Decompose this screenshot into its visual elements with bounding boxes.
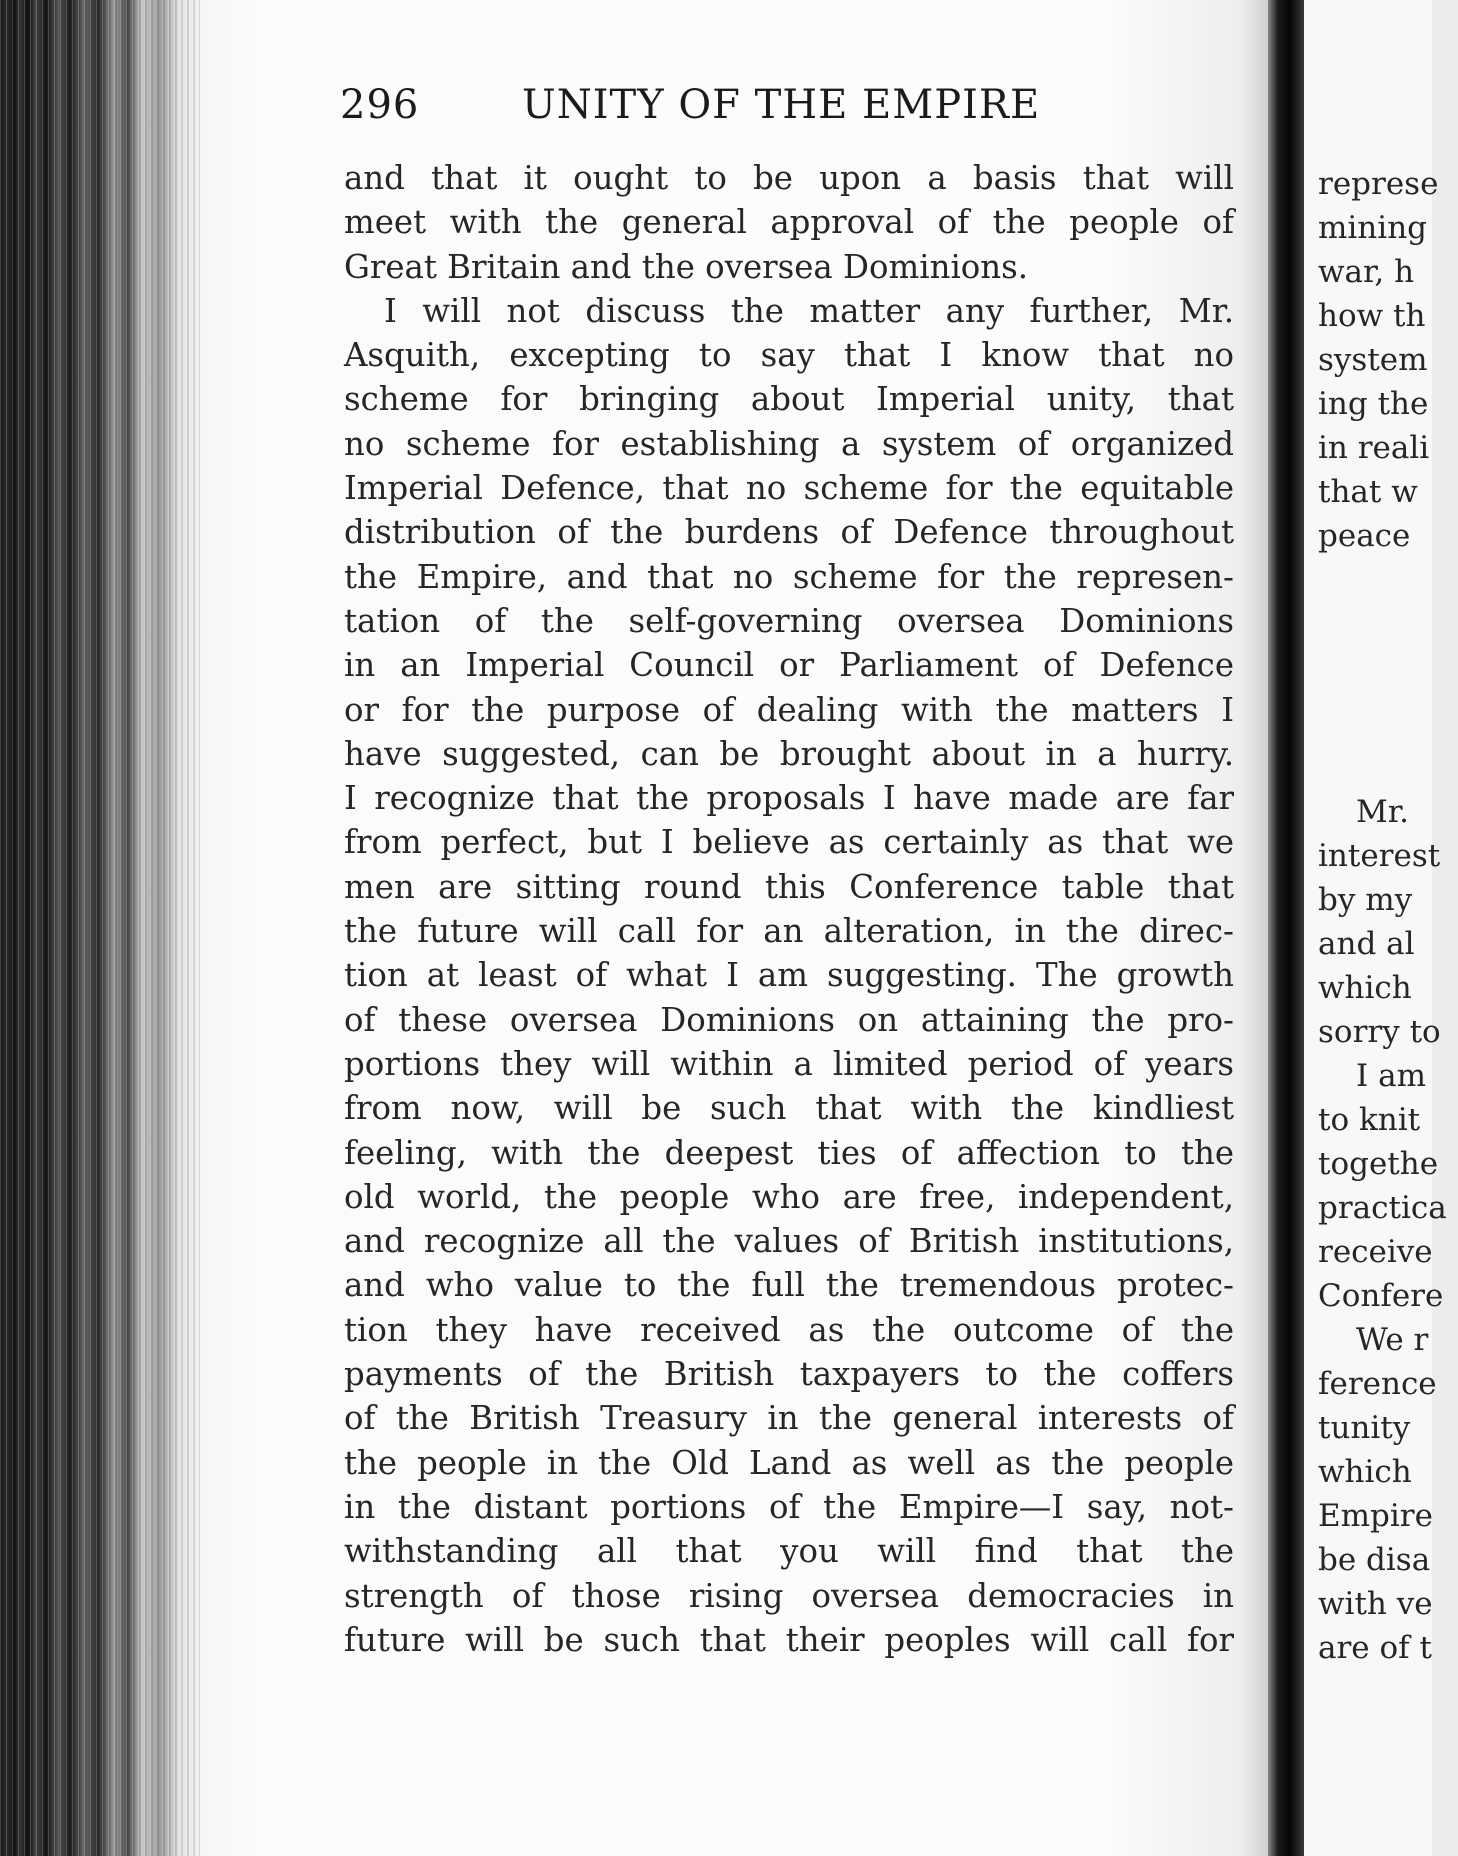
right-fragment: which (1318, 970, 1412, 1006)
text-line: of the British Treasury in the general interests of (344, 1399, 1234, 1438)
text-line: the future will call for an alteration, in the direc- (344, 912, 1234, 951)
right-fragment: that w (1318, 474, 1418, 510)
text-line: scheme for bringing about Imperial unity, that (344, 380, 1234, 419)
text-line: strength of those rising oversea democracies in (344, 1576, 1234, 1615)
right-fragment: practica (1318, 1190, 1447, 1226)
text-line: and that it ought to be upon a basis that will (344, 159, 1234, 197)
right-fragment: to knit (1318, 1102, 1421, 1138)
text-line: Asquith, excepting to say that I know that no (344, 336, 1234, 375)
right-fragment: Mr. (1356, 794, 1410, 830)
right-fragment: We r (1356, 1322, 1429, 1358)
text-line: and recognize all the values of British institutions, (344, 1222, 1234, 1261)
text-line: portions they will within a limited period of years (344, 1044, 1234, 1083)
left-page-text (344, 156, 1234, 1662)
right-fragment: togethe (1318, 1146, 1439, 1182)
right-fragment: by my (1318, 882, 1413, 918)
text-line: Great Britain and the oversea Dominions. (344, 247, 1029, 286)
page-edges (0, 0, 200, 1856)
book-gutter (1268, 0, 1304, 1856)
text-line: tion they have received as the outcome of the (344, 1310, 1234, 1349)
text-line: tion at least of what I am suggesting. The growth (344, 956, 1234, 995)
text-line: in an Imperial Council or Parliament of Defence (344, 646, 1234, 685)
text-line: meet with the general approval of the people of (344, 203, 1234, 242)
right-fragment: with ve (1318, 1586, 1433, 1622)
right-fragment: are of t (1318, 1630, 1432, 1666)
text-line: the Empire, and that no scheme for the represen- (344, 557, 1234, 596)
right-fragment: be disa (1318, 1542, 1431, 1578)
right-fragment: ing the (1318, 386, 1429, 422)
right-fragment: receive (1318, 1234, 1433, 1270)
text-line: of these oversea Dominions on attaining the pro- (344, 1000, 1234, 1039)
right-fragment: how th (1318, 298, 1426, 334)
running-title: UNITY OF THE EMPIRE (522, 82, 1041, 128)
right-fragment: tunity (1318, 1410, 1411, 1446)
text-line: distribution of the burdens of Defence throughout (344, 513, 1234, 552)
text-line: and who value to the full the tremendous protec- (344, 1266, 1234, 1305)
right-fragment: ference (1318, 1366, 1437, 1402)
text-line: tation of the self-governing oversea Dominions (344, 601, 1234, 640)
right-fragment: I am (1356, 1058, 1426, 1094)
text-line: the people in the Old Land as well as the people (344, 1443, 1234, 1482)
right-fragment: in reali (1318, 430, 1430, 466)
text-line: future will be such that their peoples will call for (344, 1620, 1234, 1659)
right-fragment: represe (1318, 166, 1439, 202)
page-header (340, 82, 1230, 132)
text-line: payments of the British taxpayers to the coffers (344, 1355, 1234, 1394)
right-fragment: Empire (1318, 1498, 1433, 1534)
right-fragment: which (1318, 1454, 1412, 1490)
text-line: I will not discuss the matter any further, Mr. (384, 291, 1234, 330)
right-fragment: Confere (1318, 1278, 1444, 1314)
text-line: from perfect, but I believe as certainly as that we (344, 823, 1234, 862)
right-fragment: and al (1318, 926, 1415, 962)
right-fragment: system (1318, 342, 1428, 378)
right-fragment: sorry to (1318, 1014, 1441, 1050)
right-fragment: peace (1318, 518, 1411, 554)
text-line: have suggested, can be brought about in a hurry. (344, 734, 1234, 773)
text-line: in the distant portions of the Empire—I say, not- (344, 1487, 1234, 1526)
text-line: or for the purpose of dealing with the matters I (344, 690, 1234, 729)
text-line: from now, will be such that with the kindliest (344, 1089, 1234, 1128)
text-line: old world, the people who are free, independent, (344, 1177, 1234, 1216)
right-fragment: interest (1318, 838, 1441, 874)
right-fragment: war, h (1318, 254, 1415, 290)
text-line: Imperial Defence, that no scheme for the equitable (344, 469, 1234, 508)
page-number: 296 (340, 82, 420, 128)
right-fragment: mining (1318, 210, 1427, 246)
text-line: no scheme for establishing a system of organized (344, 424, 1234, 463)
text-line: I recognize that the proposals I have made are far (344, 779, 1234, 818)
text-line: men are sitting round this Conference table that (344, 867, 1234, 906)
text-line: feeling, with the deepest ties of affection to the (344, 1133, 1234, 1172)
text-line: withstanding all that you will find that the (344, 1532, 1234, 1571)
